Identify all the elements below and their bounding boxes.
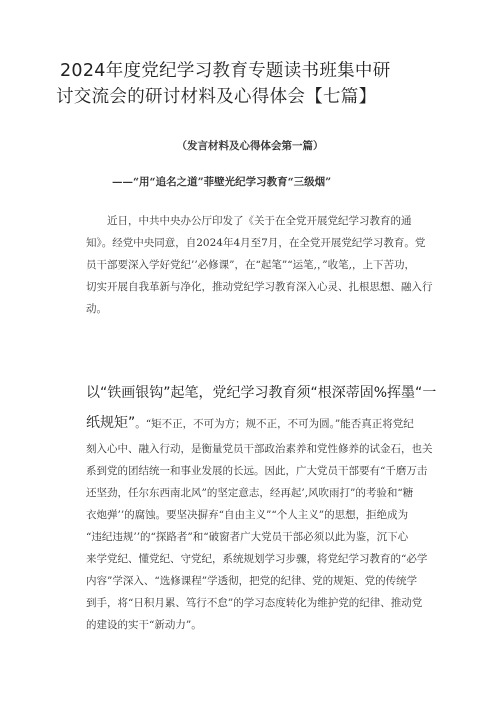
paragraph-lead: 以“铁画银钩”起笔，党纪学习教育须“根深蒂固%挥墨“一 (86, 385, 437, 401)
paragraph-lead: 纸规矩” (86, 415, 136, 431)
paragraph-line: “违纪违规’’的“探路者”和“破窗者广大党员干部必须以此为鉴，沉下心 (86, 531, 409, 543)
paragraph-lead-tail: 。“矩不正，不可为方；规不正，不可为圆。”能否真正将党纪 (135, 418, 414, 430)
paragraph-line: 来学党纪、懂党纪、守党纪，系统规划学习步骤，将党纪学习教育的“必学 (86, 553, 428, 565)
paragraph-line: 切实开展自我革新与净化，推动党纪学习教育深入心灵、扎根思想、融入行 (86, 281, 433, 293)
paragraph-line: 动。 (86, 303, 107, 315)
paragraph-line: 的建设的实干“新动力”。 (86, 619, 202, 631)
paragraph-line: 衣炮弹’’的腐蚀。要坚决摒弃“自由主义”“个人主义”的思想，拒绝成为 (86, 509, 409, 521)
paragraph-line: 还坚劲，任尔东西南北风”的坚定意志，经再起’,风吹雨打”的考验和“糖 (86, 487, 414, 499)
paragraph-line: 知》。经党中央同意，自2024年4月至7月，在全党开展党纪学习教育。党 (86, 237, 426, 249)
document-title (56, 58, 450, 110)
paragraph-line: 内容”学深入、“选修课程”学透彻，把党的纪律、党的规矩、党的传统学 (86, 575, 418, 587)
section-subtitle: （发言材料及心得体会第一篇） (176, 140, 324, 152)
paragraph-line: 到手，将“日积月累、笃行不怠”的学习态度转化为维护党的纪律、推动党 (86, 597, 423, 609)
title-line: 讨交流会的研讨材料及心得体会【七篇】 (56, 87, 377, 107)
paragraph-1 (86, 210, 431, 320)
section-heading: ——“用“追名之道”菲壁光纪学习教育“三级烟” (112, 176, 332, 188)
paragraph-line (86, 408, 431, 438)
paragraph-2 (86, 378, 437, 636)
paragraph-line: 近日，中共中央办公厅印发了《关于在全党开展党纪学习教育的通 (107, 215, 412, 227)
paragraph-line: 员干部要深入学好党纪’’必修课”，在“起笔”“运笔,，”收笔,，上下苦功， (86, 259, 415, 271)
paragraph-line: 刻入心中、融入行动，是衡量党员干部政治素养和党性修养的试金石，也关 (86, 443, 433, 455)
title-line: 2024年度党纪学习教育专题读书班集中研 (60, 61, 391, 81)
paragraph-line: 系到党的团结统一和事业发展的长远。因此，广大党员干部要有“千磨万击 (86, 465, 428, 477)
